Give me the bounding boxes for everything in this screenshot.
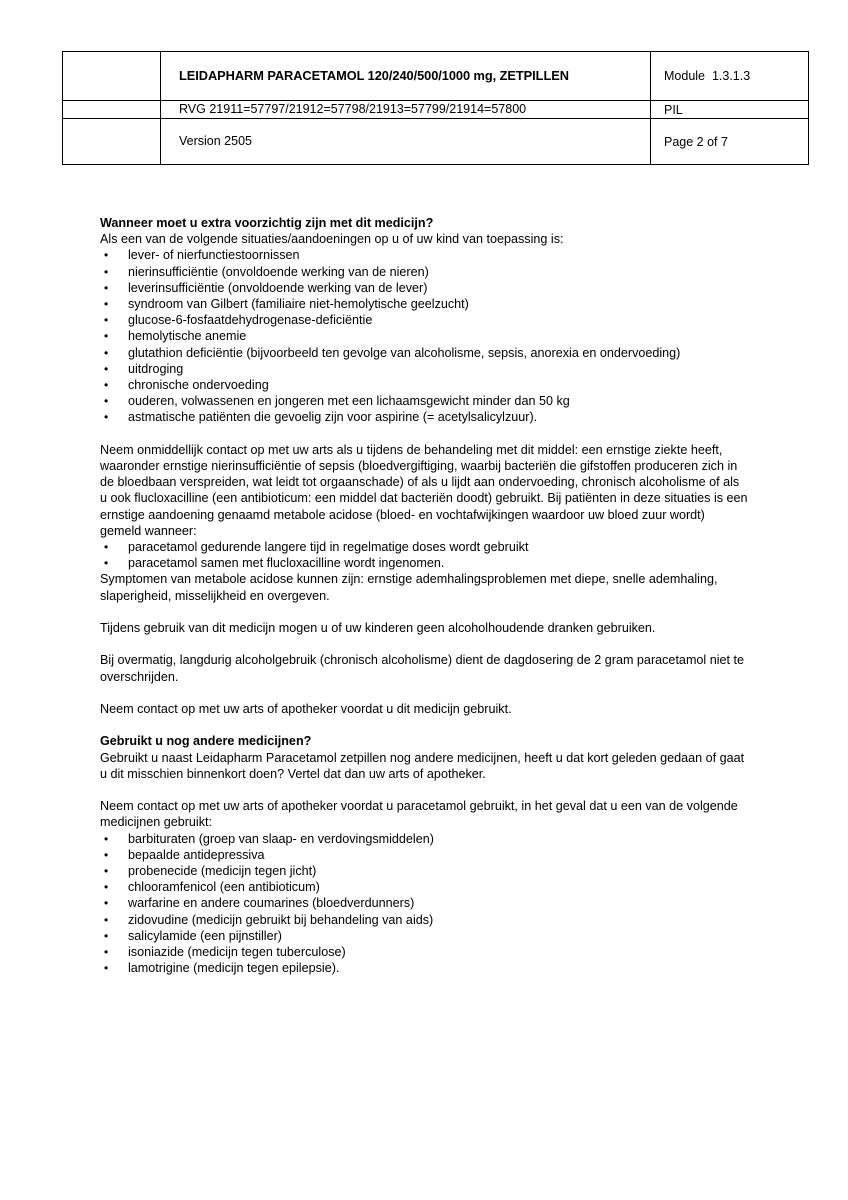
spacer — [100, 604, 748, 620]
spacer — [100, 717, 748, 733]
list-item: • chronische ondervoeding — [100, 377, 748, 393]
acidose-bullet-list — [100, 539, 748, 571]
precautions-bullet-list — [100, 247, 748, 425]
list-item: • bepaalde antidepressiva — [100, 847, 748, 863]
document-type: PIL — [664, 102, 683, 117]
other-medicines-bullet-list — [100, 831, 748, 977]
page-number: Page 2 of 7 — [664, 134, 728, 149]
list-item: • barbituraten (groep van slaap- en verdovingsmiddelen) — [100, 831, 748, 847]
contact-doctor-paragraph: Neem contact op met uw arts of apotheker voordat u dit medicijn gebruikt. — [100, 702, 512, 717]
header-logo-cell — [63, 52, 161, 101]
list-item: • probenecide (medicijn tegen jicht) — [100, 863, 748, 879]
list-item: • glucose-6-fosfaatdehydrogenase-deficiëntie — [100, 312, 748, 328]
urgent-contact-paragraph: Neem onmiddellijk contact op met uw arts als u tijdens de behandeling met dit middel: een ernstige ziekte heeft, waaronder ernstige nierinsufficiëntie of sepsis (bloedvergiftiging, waarbij bacteriën die gifstoffen produceren zich in de bloedbaan verspreiden, wat leidt tot orgaanschade) of als u lijdt aan ondervoeding, chronisch alcoholisme of als u ook flucloxacilline (een antibioticum: een middel dat bacteriën doodt) gebruikt. Bij patiënten in deze situaties is een ernstige aandoening genaamd metabole acidose (bloed- en vochtafwijkingen waardoor uw bloed zuur wordt) gemeld wanneer: — [100, 442, 748, 538]
header-row-version — [63, 119, 809, 165]
header-title-cell — [161, 52, 651, 101]
header-version-cell — [161, 119, 651, 165]
precautions-intro: Als een van de volgende situaties/aandoeningen op u of uw kind van toepassing is: — [100, 232, 564, 247]
list-item: • syndroom van Gilbert (familiaire niet-hemolytische geelzucht) — [100, 296, 748, 312]
spacer — [100, 426, 748, 442]
spacer — [100, 636, 748, 652]
acidose-symptoms-paragraph: Symptomen van metabole acidose kunnen zijn: ernstige ademhalingsproblemen met diepe, snelle ademhaling, slaperigheid, misselijkheid en overgeven. — [100, 572, 718, 603]
document-title: LEIDAPHARM PARACETAMOL 120/240/500/1000 mg, ZETPILLEN — [179, 68, 569, 83]
document-body — [100, 215, 748, 976]
list-item: • paracetamol samen met flucloxacilline wordt ingenomen. — [100, 555, 748, 571]
spacer — [100, 685, 748, 701]
list-item: • leverinsufficiëntie (onvoldoende werking van de lever) — [100, 280, 748, 296]
list-item: • paracetamol gedurende langere tijd in regelmatige doses wordt gebruikt — [100, 539, 748, 555]
header-page-cell — [651, 119, 809, 165]
section-heading-other-medicines: Gebruikt u nog andere medicijnen? — [100, 734, 312, 749]
other-medicines-intro: Gebruikt u naast Leidapharm Paracetamol zetpillen nog andere medicijnen, heeft u dat kort geleden gedaan of gaat u dit misschien binnenkort doen? Vertel dat dan uw arts of apotheker. — [100, 750, 745, 781]
list-item: • lever- of nierfunctiestoornissen — [100, 247, 748, 263]
header-module-cell — [651, 52, 809, 101]
list-item: • astmatische patiënten die gevoelig zijn voor aspirine (= acetylsalicylzuur). — [100, 409, 748, 425]
list-item: • salicylamide (een pijnstiller) — [100, 928, 748, 944]
list-item: • isoniazide (medicijn tegen tuberculose) — [100, 944, 748, 960]
list-item: • uitdroging — [100, 361, 748, 377]
alcohol-dose-paragraph: Bij overmatig, langdurig alcoholgebruik (chronisch alcoholisme) dient de dagdosering de 2 gram paracetamol niet te overschrijden. — [100, 653, 745, 684]
document-version: Version 2505 — [179, 133, 252, 148]
header-logo-cell-3 — [63, 119, 161, 165]
header-row-registration — [63, 101, 809, 119]
header-registration-cell — [161, 101, 651, 119]
list-item: • lamotrigine (medicijn tegen epilepsie). — [100, 960, 748, 976]
list-item: • glutathion deficiëntie (bijvoorbeeld ten gevolge van alcoholisme, sepsis, anorexia en ondervoeding) — [100, 345, 748, 361]
list-item: • ouderen, volwassenen en jongeren met een lichaamsgewicht minder dan 50 kg — [100, 393, 748, 409]
header-row-title — [63, 52, 809, 101]
list-item: • zidovudine (medicijn gebruikt bij behandeling van aids) — [100, 912, 748, 928]
module-number: Module 1.3.1.3 — [664, 69, 751, 83]
document-header-table — [62, 51, 809, 165]
spacer — [100, 782, 748, 798]
other-medicines-contact-intro: Neem contact op met uw arts of apotheker voordat u paracetamol gebruikt, in het geval dat u een van de volgende medicijnen gebruikt: — [100, 799, 738, 830]
list-item: • hemolytische anemie — [100, 328, 748, 344]
header-logo-cell-2 — [63, 101, 161, 119]
section-heading-precautions: Wanneer moet u extra voorzichtig zijn met dit medicijn? — [100, 216, 434, 230]
list-item: • warfarine en andere coumarines (bloedverdunners) — [100, 895, 748, 911]
alcohol-warning-paragraph: Tijdens gebruik van dit medicijn mogen u of uw kinderen geen alcoholhoudende dranken gebruiken. — [100, 621, 656, 636]
list-item: • nierinsufficiëntie (onvoldoende werking van de nieren) — [100, 264, 748, 280]
list-item: • chlooramfenicol (een antibioticum) — [100, 879, 748, 895]
registration-number: RVG 21911=57797/21912=57798/21913=57799/21914=57800 — [179, 101, 527, 116]
header-doctype-cell — [651, 101, 809, 119]
